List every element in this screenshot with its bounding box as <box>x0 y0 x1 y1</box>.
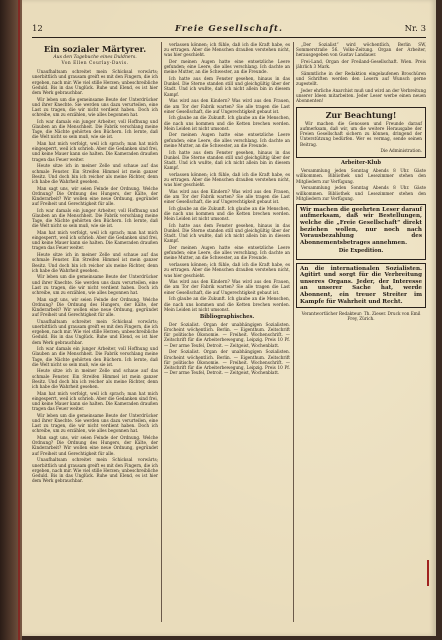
paragraph: Was wird aus den Kindern? Was wird aus den Frauen, die am Tor der Fabrik warten? Sie alle tragen die Last einer Gesellschaft, die auf Ungerechtigkeit gebaut ist. <box>164 188 290 205</box>
paragraph: „Der Sozialist“ wird wöchentlich, Berlin SW, Sommerstraße 56. Volks-Zeitung. Organ der Arbeiter, herausgegeben von Gustav Landauer. <box>296 42 426 58</box>
paragraph: Ich hatte aus dem Fenster gesehen, hinaus in das Dunkel. Die Sterne standen still und gleichgültig über der Stadt. Und ich wußte, daß ich nicht allein bin in diesem Kampf. <box>164 222 290 244</box>
notice-text: Wir machen die Genossen und Freunde darauf aufmerksam, daß wir, um die weitere Herausgabe der Freien Gesellschaft sichern zu können, dringend der Unterstützung bedürfen. Wer es vermag, sende seinen Beitrag. <box>300 121 422 147</box>
paragraph: Wir leben um die gemeinsame Beute der Unterdrücker und ihrer Knechte. Sie werden uns dazu verurteilen, eine Last zu tragen, die wir nicht verdient haben. Doch ich schreibe, um zu erzählen, wie alles begonnen hat. <box>32 96 158 118</box>
paragraph: Man hat mich verfolgt, weil ich sprach; man hat mich eingesperrt, weil ich schrieb. Aber die Gedanken sind frei, und keine Mauer kann sie halten. Die Kameraden draußen tragen das Feuer weiter. <box>32 390 158 412</box>
paragraph: Man sagt uns, wir seien Feinde der Ordnung. Welche Ordnung? Die Ordnung des Hungers, der Kälte, der Kinderarbeit? Wir wollen eine neue Ordnung, gegründet auf Freiheit und Gerechtigkeit für alle. <box>32 185 158 207</box>
paragraph: Ich war damals ein junger Arbeiter, voll Hoffnung und Glauben an die Menschheit. Die Fabrik verschlang meine Tage, die Nächte gehörten den Büchern. Ich lernte, daß die Welt nicht so sein muß, wie sie ist. <box>32 346 158 367</box>
paragraph: Heute sitze ich in meiner Zelle und schaue auf das schmale Fenster. Ein Streifen Himmel ist mein ganzer Besitz. Und doch bin ich reicher als meine Richter, denn ich habe die Wahrheit gesehen. <box>32 252 158 273</box>
section-heading: Bibliographisches. <box>199 313 255 320</box>
paragraph: Heute sitze ich in meiner Zelle und schaue auf das schmale Fenster. Ein Streifen Himmel ist mein ganzer Besitz. Und doch bin ich reicher als meine Richter, denn ich habe die Wahrheit gesehen. <box>32 163 158 184</box>
appeal-text: An die internationalen Sozialisten. Agitirt und sorgt für die Verbreitung unseres Organs. Jeder, der Interesse an unserer Sache hat, werde Abonnent, ein treuer Streiter im Kampfe für Wahrheit und Recht. <box>300 265 422 305</box>
club-text: Versammlung jeden Sonntag Abends 8 Uhr. Gäste willkommen. Bibliothek und Lesezimmer stehen den Mitgliedern zur Verfügung. <box>296 168 426 184</box>
column-1 <box>32 42 158 624</box>
paragraph: Frei-Land, Organ der Freiland-Gesellschaft. Wien. Preis jährlich 3 Mark. <box>296 59 426 70</box>
book-binding <box>0 0 22 640</box>
paragraph: Was wird aus den Kindern? Was wird aus den Frauen, die am Tor der Fabrik warten? Sie alle tragen die Last einer Gesellschaft, die auf Ungerechtigkeit gebaut ist. <box>164 279 290 295</box>
column-3 <box>296 42 426 624</box>
page-header <box>32 24 426 36</box>
paragraph: Ich glaube an die Zukunft. Ich glaube an die Menschen, die nach uns kommen und die Ketten brechen werden. Mein Leiden ist nicht umsonst. <box>164 205 290 222</box>
notice-heading: Zur Beachtung! <box>325 109 397 120</box>
paragraph: Ich glaube an die Zukunft. Ich glaube an die Menschen, die nach uns kommen und die Ketten brechen werden. Mein Leiden ist nicht umsonst. <box>164 115 290 131</box>
paragraph: Man sagt uns, wir seien Feinde der Ordnung. Welche Ordnung? Die Ordnung des Hungers, der Kälte, der Kinderarbeit? Wir wollen eine neue Ordnung, gegründet auf Freiheit und Gerechtigkeit für alle. <box>32 435 158 456</box>
column-divider <box>293 42 294 622</box>
club-text: Versammlung jeden Sonntag Abends 8 Uhr. Gäste willkommen. Bibliothek und Lesezimmer stehen den Mitgliedern zur Verfügung. <box>296 185 426 201</box>
bibliography-text: Der Sozialist. Organ der unabhängigen Sozialisten. Erscheint wöchentlich. Berlin. — Eigenthum. Zeitschrift für politische Ökonomie. — Freiheit. Wochenschrift. — Zeitschrift für die Arbeiterbewegung, Leipzig. Preis 10 Pf. — Der arme Teufel, Detroit. — Zeitgeist, Wochenblatt. <box>164 321 290 348</box>
paragraph: Man hat mich verfolgt, weil ich sprach; man hat mich eingesperrt, weil ich schrieb. Aber die Gedanken sind frei, und keine Mauer kann sie halten. Die Kameraden draußen tragen das Feuer weiter. <box>32 141 158 162</box>
paragraph: Unaufhaltsam schreitet mein Schicksal vorwärts; unerbittlich und grausam greift es mit den Fingern, die ich ergeben, nach mir. Wie viel stille Herzen; unbeschreibliche Geduld. Bis in das Unglück. Ruhe und Elend, es ist hier dem Werk gebrauchbar. <box>32 457 158 483</box>
bibliography-text: Der Sozialist. Organ der unabhängigen Sozialisten. Erscheint wöchentlich. Berlin. — Eigenthum. Zeitschrift für politische Ökonomie. — Freiheit. Wochenschrift. — Zeitschrift für die Arbeiterbewegung, Leipzig. Preis 10 Pf. — Der arme Teufel, Detroit. — Zeitgeist, Wochenblatt. <box>164 349 290 375</box>
issue-number: Nr. 3 <box>404 24 426 34</box>
paragraph: Unaufhaltsam schreitet mein Schicksal vorwärts; unerbittlich und grausam greift es mit den Fingern, die ich ergeben, nach mir. Wie viel stille Herzen; unbeschreibliche Geduld. Bis in das Unglück. Ruhe und Elend, es ist hier dem Werk gebrauchbar. <box>32 318 158 345</box>
paragraph: Der meinen Augen hatte eine entsetzliche Leere gefunden; eine Leere, die alles verschlang. Ich dachte an meine Mutter, an die Schwester, an die Freunde. <box>164 132 290 148</box>
paragraph: Wir leben um die gemeinsame Beute der Unterdrücker und ihrer Knechte. Sie werden uns dazu verurteilen, eine Last zu tragen, die wir nicht verdient haben. Doch ich schreibe, um zu erzählen, wie alles begonnen hat. <box>32 412 158 434</box>
notice-box <box>296 107 426 159</box>
paragraph: Ich war damals ein junger Arbeiter, voll Hoffnung und Glauben an die Menschheit. Die Fabrik verschlang meine Tage, die Nächte gehörten den Büchern. Ich lernte, daß die Welt nicht so sein muß, wie sie ist. <box>32 118 158 140</box>
paragraph: Wir leben um die gemeinsame Beute der Unterdrücker und ihrer Knechte. Sie werden uns dazu verurteilen, eine Last zu tragen, die wir nicht verdient haben. Doch ich schreibe, um zu erzählen, wie alles begonnen hat. <box>32 274 158 295</box>
paragraph: verlassen können; ich fühle, daß ich die Kraft habe, es zu ertragen. Aber die Menschen draußen verstehen nicht, was hier geschieht. <box>164 262 290 278</box>
paragraph: verlassen können; ich fühle, daß ich die Kraft habe, es zu ertragen. Aber die Menschen draußen verstehen nicht, was hier geschieht. <box>164 171 290 188</box>
imprint: Verantwortlicher Redakteur: Th. Zieser. Druck von Emil Frey, Zürich. <box>301 311 421 322</box>
header-rule <box>32 37 426 38</box>
paragraph: Ich hatte aus dem Fenster gesehen, hinaus in das Dunkel. Die Sterne standen still und gleichgültig über der Stadt. Und ich wußte, daß ich nicht allein bin in diesem Kampf. <box>164 149 290 170</box>
paragraph: Jeder ehrliche Anarchist muß und wird an der Verbreitung unserer Ideen mitarbeiten. Jeder Leser werbe einen neuen Abonnenten! <box>296 88 426 104</box>
appeal-box <box>296 263 426 309</box>
paragraph: Was wird aus den Kindern? Was wird aus den Frauen, die am Tor der Fabrik warten? Sie alle tragen die Last einer Gesellschaft, die auf Ungerechtigkeit gebaut ist. <box>164 98 290 114</box>
paragraph: Heute sitze ich in meiner Zelle und schaue auf das schmale Fenster. Ein Streifen Himmel ist mein ganzer Besitz. Und doch bin ich reicher als meine Richter, denn ich habe die Wahrheit gesehen. <box>32 368 158 389</box>
paragraph: Ich glaube an die Zukunft. Ich glaube an die Menschen, die nach uns kommen und die Ketten brechen werden. Mein Leiden ist nicht umsonst. <box>164 296 290 312</box>
newspaper-page <box>22 0 436 636</box>
page-number: 12 <box>32 24 43 34</box>
column-divider <box>161 42 162 622</box>
article-heading: Ein sozialer Märtyrer. <box>43 44 147 54</box>
paragraph: Unaufhaltsam schreitet mein Schicksal vorwärts; unerbittlich und grausam greift es mit den Fingern, die ich ergeben, nach mir. Wie viel stille Herzen; unbeschreibliche Geduld. Bis in das Unglück. Ruhe und Elend, es ist hier dem Werk gebrauchbar. <box>32 69 158 95</box>
red-margin-mark <box>427 560 429 586</box>
paragraph: Man sagt uns, wir seien Feinde der Ordnung. Welche Ordnung? Die Ordnung des Hungers, der Kälte, der Kinderarbeit? Wir wollen eine neue Ordnung, gegründet auf Freiheit und Gerechtigkeit für alle. <box>32 296 158 318</box>
expedition-sign: Die Expedition. <box>338 248 384 255</box>
article-subtitle: Aus den Tagebuche eines Duldners. <box>53 55 137 60</box>
paragraph: Ich war damals ein junger Arbeiter, voll Hoffnung und Glauben an die Menschheit. Die Fabrik verschlang meine Tage, die Nächte gehörten den Büchern. Ich lernte, daß die Welt nicht so sein muß, wie sie ist. <box>32 207 158 229</box>
paragraph: Sämmtliche in der Redaktion eingelaufenen Broschüren und Schriften werden den Lesern auf Wunsch gerne zugestellt. <box>296 70 426 87</box>
club-heading: Arbeiter-Klub <box>340 160 382 167</box>
masthead-title: Freie Gesellschaft. <box>175 24 283 34</box>
paragraph: Der meinen Augen hatte eine entsetzliche Leere gefunden; eine Leere, die alles verschlang. Ich dachte an meine Mutter, an die Schwester, an die Freunde. <box>164 245 290 261</box>
column-2 <box>164 42 290 624</box>
paragraph: Der meinen Augen hatte eine entsetzliche Leere gefunden; eine Leere, die alles verschlang. Ich dachte an meine Mutter, an die Schwester, an die Freunde. <box>164 59 290 75</box>
paragraph: verlassen können; ich fühle, daß ich die Kraft habe, es zu ertragen. Aber die Menschen draußen verstehen nicht, was hier geschieht. <box>164 42 290 58</box>
paragraph: Man hat mich verfolgt, weil ich sprach; man hat mich eingesperrt, weil ich schrieb. Aber die Gedanken sind frei, und keine Mauer kann sie halten. Die Kameraden draußen tragen das Feuer weiter. <box>32 230 158 251</box>
subscription-text: Wir machen die geehrten Leser darauf aufmerksam, daß wir Bestellungen, welche die „Freie Gesellschaft“ direkt beziehen wollen, nur noch nach Vorausbezahlung des Abonnementsbetrages annehmen. <box>300 206 422 246</box>
paragraph: Ich hatte aus dem Fenster gesehen, hinaus in das Dunkel. Die Sterne standen still und gleichgültig über der Stadt. Und ich wußte, daß ich nicht allein bin in diesem Kampf. <box>164 76 290 97</box>
article-byline: Von Ellen Courlay-Davis. <box>61 61 129 67</box>
notice-signature: Die Administration. <box>380 148 422 154</box>
subscription-notice <box>296 204 426 260</box>
